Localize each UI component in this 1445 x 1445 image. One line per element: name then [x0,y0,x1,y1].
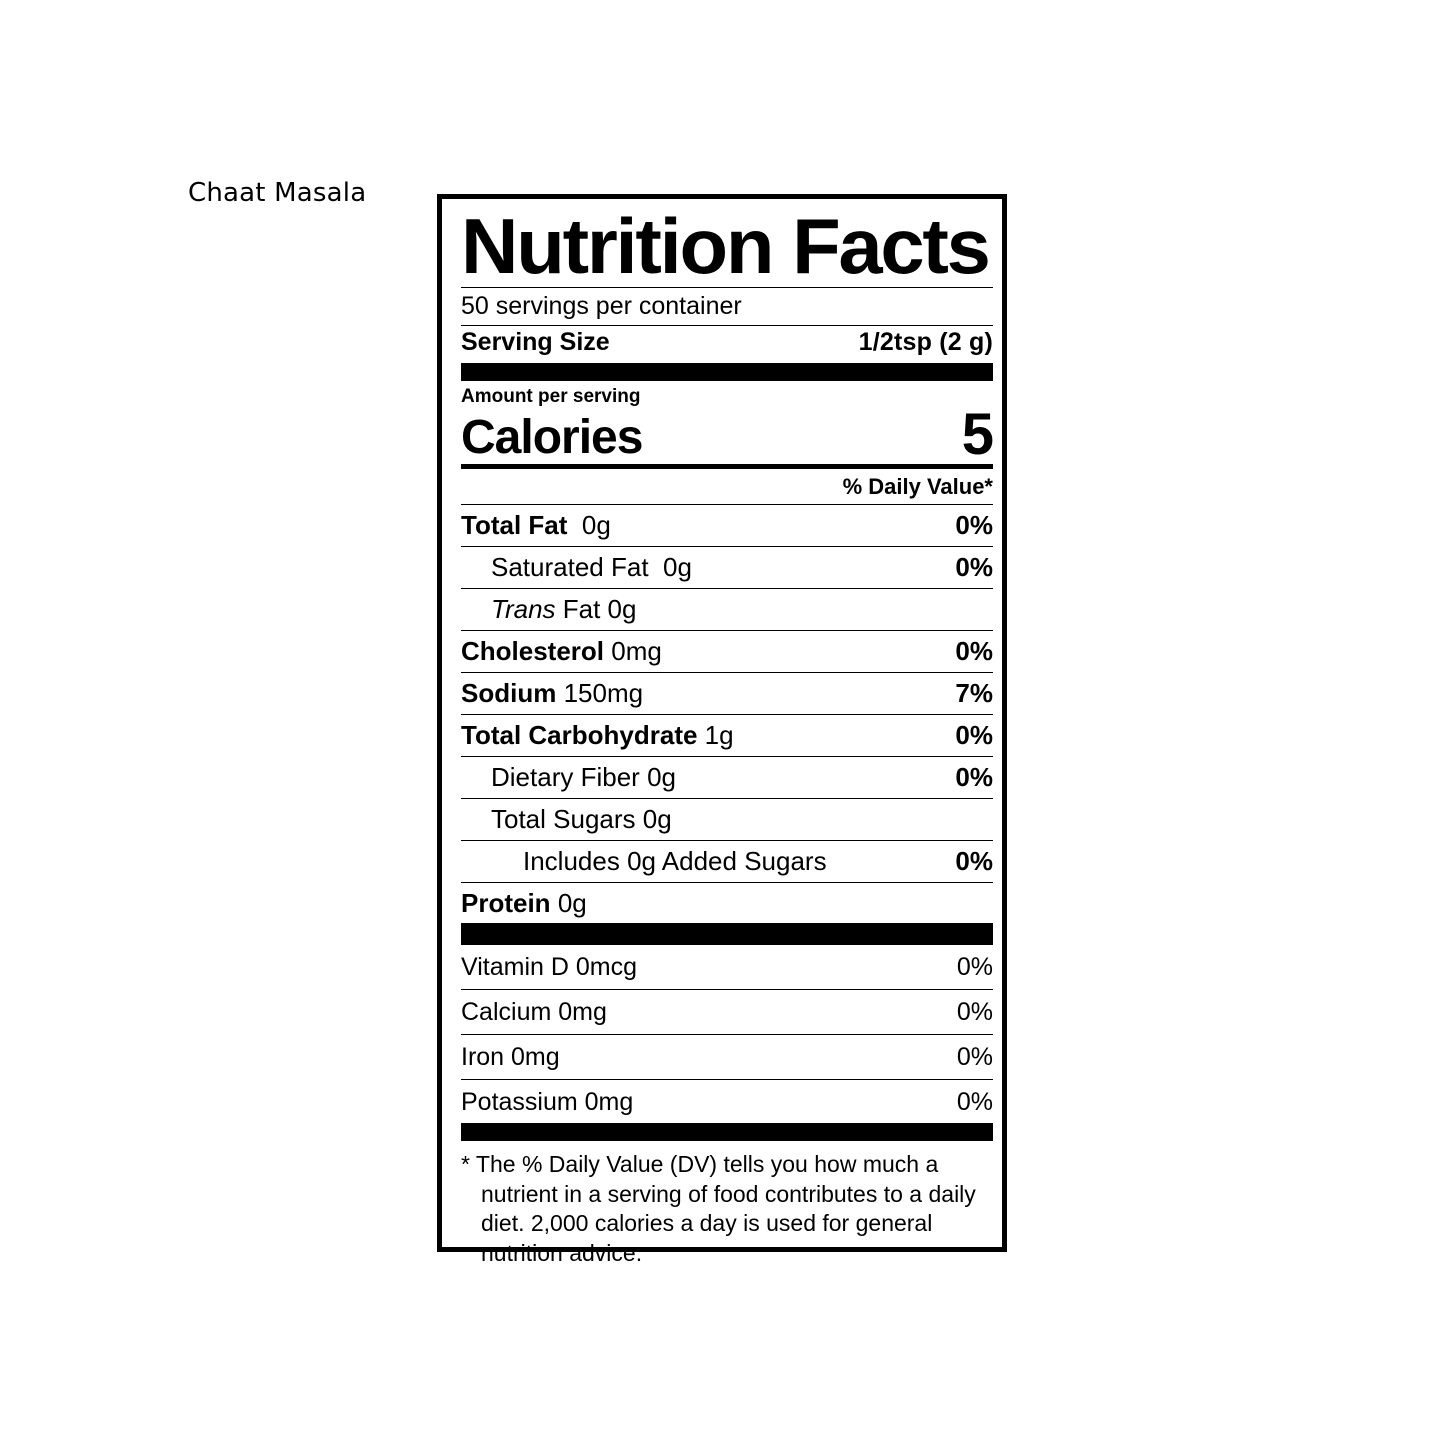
servings-per-container: 50 servings per container [461,291,742,320]
vitamin-name: Calcium 0mg [461,998,607,1027]
nutrient-pct: 0% [955,552,993,583]
nutrient-name: Total Carbohydrate [461,719,698,750]
nutrient-protein [461,883,993,924]
footnote-line-3: calories a day is used for general nutrition advice. [481,1210,933,1266]
nutrient-pct: 0% [955,719,993,750]
nutrient-total-sugars [461,799,993,840]
nutrient-pct: 0% [955,636,993,667]
nutrient-pct: 0% [955,845,993,876]
nutrient-name: Total Fat [461,510,568,541]
vitamins-section [461,945,993,1123]
footnote-line-2: in a serving of food contributes to a daily diet. 2,000 [481,1180,976,1237]
nutrient-name: Includes [523,845,620,876]
serving-size-value: 1/2tsp (2 g) [858,327,993,356]
nutrient-pct: 0% [955,510,993,541]
vitamin-pct: 0% [956,953,993,982]
daily-value-footnote [461,1141,993,1268]
nutrient-name: Protein [461,887,551,918]
vitamin-row [461,945,993,989]
amount-per-serving-label: Amount per serving [461,385,641,407]
vitamin-row [461,1035,993,1079]
daily-value-header: % Daily Value* [842,474,993,500]
nutrient-amount: 0g [581,510,611,541]
nutrition-facts-panel [437,194,1007,1266]
nutrient-name: Dietary Fiber [491,761,640,792]
nutrient-name: Sodium [461,678,557,709]
nutrient-amount: 0g [557,887,587,918]
nutrient-sodium [461,673,993,714]
footnote-line-1: * The % Daily Value (DV) tells you how much a nutrient [461,1151,939,1207]
nutrient-amount: 0g [647,761,676,792]
nutrient-amount: Fat 0g [562,594,637,625]
nutrient-amount: 1g [704,719,734,750]
nutrient-name: Saturated Fat [491,552,649,583]
nutrient-added-sugars [461,841,993,882]
vitamin-row [461,1080,993,1124]
calories-row [461,402,993,468]
nutrient-saturated-fat [461,547,993,588]
nutrient-amount: 0mg [611,636,662,667]
nutrient-amount: 150mg [563,678,644,709]
nutrient-name: Total Sugars [491,803,636,834]
nutrient-cholesterol [461,631,993,672]
nutrient-trans-fat [461,589,993,630]
calories-label: Calories [461,411,643,465]
vitamin-name: Vitamin D 0mcg [461,953,637,982]
serving-size-row [461,326,993,363]
calories-value: 5 [961,402,993,468]
vitamin-row [461,990,993,1034]
nutrient-total-fat [461,505,993,546]
page-title: Nutrition Facts [461,202,989,290]
nutrient-name: Trans [491,594,556,625]
nutrient-dietary-fiber [461,757,993,798]
vitamin-name: Iron 0mg [461,1042,560,1071]
nutrient-amount: 0g Added Sugars [627,845,827,876]
nutrient-name: Cholesterol [461,636,605,667]
product-name: Chaat Masala [188,178,367,208]
vitamin-name: Potassium 0mg [461,1087,634,1116]
vitamin-pct: 0% [956,998,993,1027]
vitamin-pct: 0% [956,1087,993,1116]
nutrient-total-carbohydrate [461,715,993,756]
nutrient-pct: 7% [955,678,993,709]
nutrient-amount: 0g [642,803,672,834]
serving-size-label: Serving Size [461,327,610,356]
nutrient-pct: 0% [955,761,993,792]
nutrient-amount: 0g [663,552,692,583]
vitamin-pct: 0% [956,1042,993,1071]
